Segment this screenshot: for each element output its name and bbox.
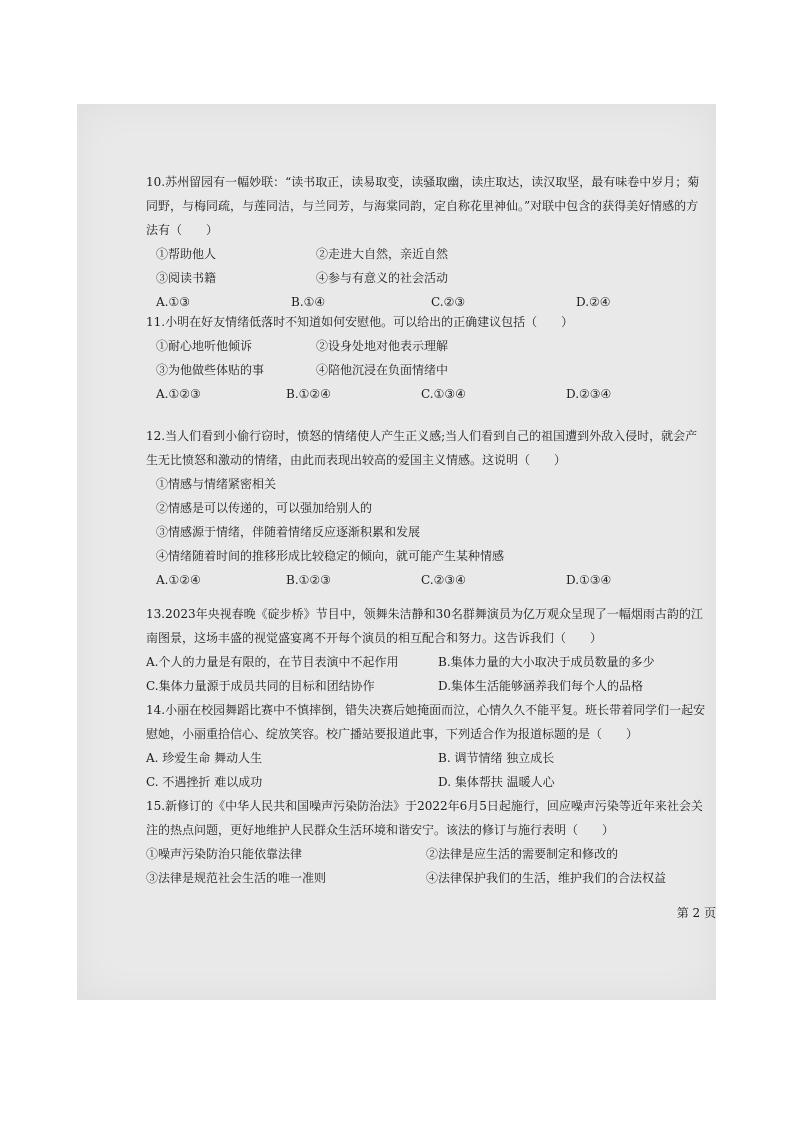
question-11 bbox=[146, 310, 706, 406]
question-stem: 14.小丽在校园舞蹈比赛中不慎摔倒，错失决赛后她掩面而泣，心情久久不能平复。班长带着同学们一起安慰她，小丽重拾信心、绽放笑容。校广播站要报道此事，下列适合作为报道标题的是（ ） bbox=[146, 703, 706, 741]
choice-a: A. 珍爱生命 舞动人生 bbox=[146, 751, 263, 765]
choice-c: C. 不遇挫折 难以成功 bbox=[146, 775, 263, 789]
statement: ①情感与情绪紧密相关 bbox=[156, 477, 277, 491]
choice-row bbox=[146, 650, 706, 674]
statement: ①噪声污染防治只能依靠法律 bbox=[146, 847, 303, 861]
choice-a: A.①②④ bbox=[156, 573, 201, 587]
question-10 bbox=[146, 170, 706, 314]
choice-row bbox=[146, 746, 706, 770]
statement: ④情绪随着时间的推移形成比较稳定的倾向，就可能产生某种情感 bbox=[156, 549, 505, 563]
statement: ②法律是应生活的需要制定和修改的 bbox=[426, 847, 619, 861]
statement: ③为他做些体贴的事 bbox=[156, 363, 265, 377]
question-stem: 11.小明在好友情绪低落时不知道如何安慰他。可以给出的正确建议包括（ ） bbox=[146, 315, 574, 329]
choice-d: D.②③④ bbox=[566, 387, 612, 401]
choice-a: A.①②③ bbox=[156, 387, 201, 401]
choice-row bbox=[146, 568, 706, 592]
statement-row bbox=[146, 842, 706, 866]
choice-b: B. 调节情绪 独立成长 bbox=[438, 751, 555, 765]
choice-b: B.①④ bbox=[291, 295, 326, 309]
statement-row bbox=[146, 544, 706, 568]
choice-a: A.个人的力量是有限的，在节目表演中不起作用 bbox=[146, 655, 399, 669]
question-12 bbox=[146, 424, 706, 592]
choice-row bbox=[146, 674, 706, 698]
choice-d: D. 集体帮扶 温暖人心 bbox=[438, 775, 555, 789]
statement-row bbox=[146, 266, 706, 290]
statement: ③阅读书籍 bbox=[156, 271, 217, 285]
statement-row bbox=[146, 472, 706, 496]
question-stem: 12.当人们看到小偷行窃时，愤怒的情绪使人产生正义感;当人们看到自己的祖国遭到外敌入侵时，就会产生无比愤怒和激动的情绪，由此而表现出较高的爱国主义情感。这说明（ ） bbox=[146, 429, 698, 467]
choice-c: C.①③④ bbox=[421, 387, 466, 401]
choice-row bbox=[146, 382, 706, 406]
statement: ③情感源于情绪，伴随着情绪反应逐渐积累和发展 bbox=[156, 525, 421, 539]
statement-row bbox=[146, 520, 706, 544]
question-stem: 10.苏州留园有一幅妙联：“读书取正，读易取变，读骚取幽，读庄取达，读汉取坚，最有味卷中岁月；菊同野，与梅同疏，与莲同洁，与兰同芳，与海棠同韵，定自称花里神仙。”对联中包含的获得美好情感的方法有（ ） bbox=[146, 175, 700, 237]
choice-d: D.①③④ bbox=[566, 573, 612, 587]
choice-c: C.②③④ bbox=[421, 573, 466, 587]
statement: ②走进大自然，亲近自然 bbox=[316, 247, 449, 261]
question-stem: 15.新修订的《中华人民共和国噪声污染防治法》于2022年6月5日起施行，回应噪声污染等近年来社会关注的热点问题，更好地维护人民群众生活环境和谐安宁。该法的修订与施行表明（ ） bbox=[146, 799, 703, 837]
statement-row bbox=[146, 866, 706, 890]
statement: ④法律保护我们的生活，维护我们的合法权益 bbox=[426, 871, 667, 885]
choice-b: B.①②④ bbox=[286, 387, 331, 401]
statement-row bbox=[146, 496, 706, 520]
question-14 bbox=[146, 698, 706, 794]
choice-b: B.集体力量的大小取决于成员数量的多少 bbox=[438, 655, 655, 669]
question-13 bbox=[146, 602, 706, 698]
statement-row bbox=[146, 334, 706, 358]
choice-d: D.集体生活能够涵养我们每个人的品格 bbox=[438, 679, 644, 693]
statement: ②设身处地对他表示理解 bbox=[316, 339, 449, 353]
statement: ③法律是规范社会生活的唯一准则 bbox=[146, 871, 327, 885]
exam-page bbox=[77, 104, 716, 1000]
choice-row bbox=[146, 770, 706, 794]
question-stem: 13.2023年央视春晚《碇步桥》节目中，领舞朱洁静和30名群舞演员为亿万观众呈现了一幅烟雨古韵的江南图景，这场丰盛的视觉盛宴离不开每个演员的相互配合和努力。这告诉我们（ ） bbox=[146, 607, 703, 645]
statement: ④陪他沉浸在负面情绪中 bbox=[316, 363, 449, 377]
choice-d: D.②④ bbox=[576, 295, 611, 309]
choice-c: C.②③ bbox=[431, 295, 466, 309]
statement-row bbox=[146, 242, 706, 266]
statement: ①耐心地听他倾诉 bbox=[156, 339, 253, 353]
statement-row bbox=[146, 358, 706, 382]
statement: ②情感是可以传递的，可以强加给别人的 bbox=[156, 501, 373, 515]
statement: ①帮助他人 bbox=[156, 247, 217, 261]
choice-c: C.集体力量源于成员共同的目标和团结协作 bbox=[146, 679, 375, 693]
page-number: 第 2 页 bbox=[676, 906, 716, 920]
choice-a: A.①③ bbox=[156, 295, 190, 309]
question-15 bbox=[146, 794, 706, 890]
choice-b: B.①②③ bbox=[286, 573, 331, 587]
statement: ④参与有意义的社会活动 bbox=[316, 271, 449, 285]
